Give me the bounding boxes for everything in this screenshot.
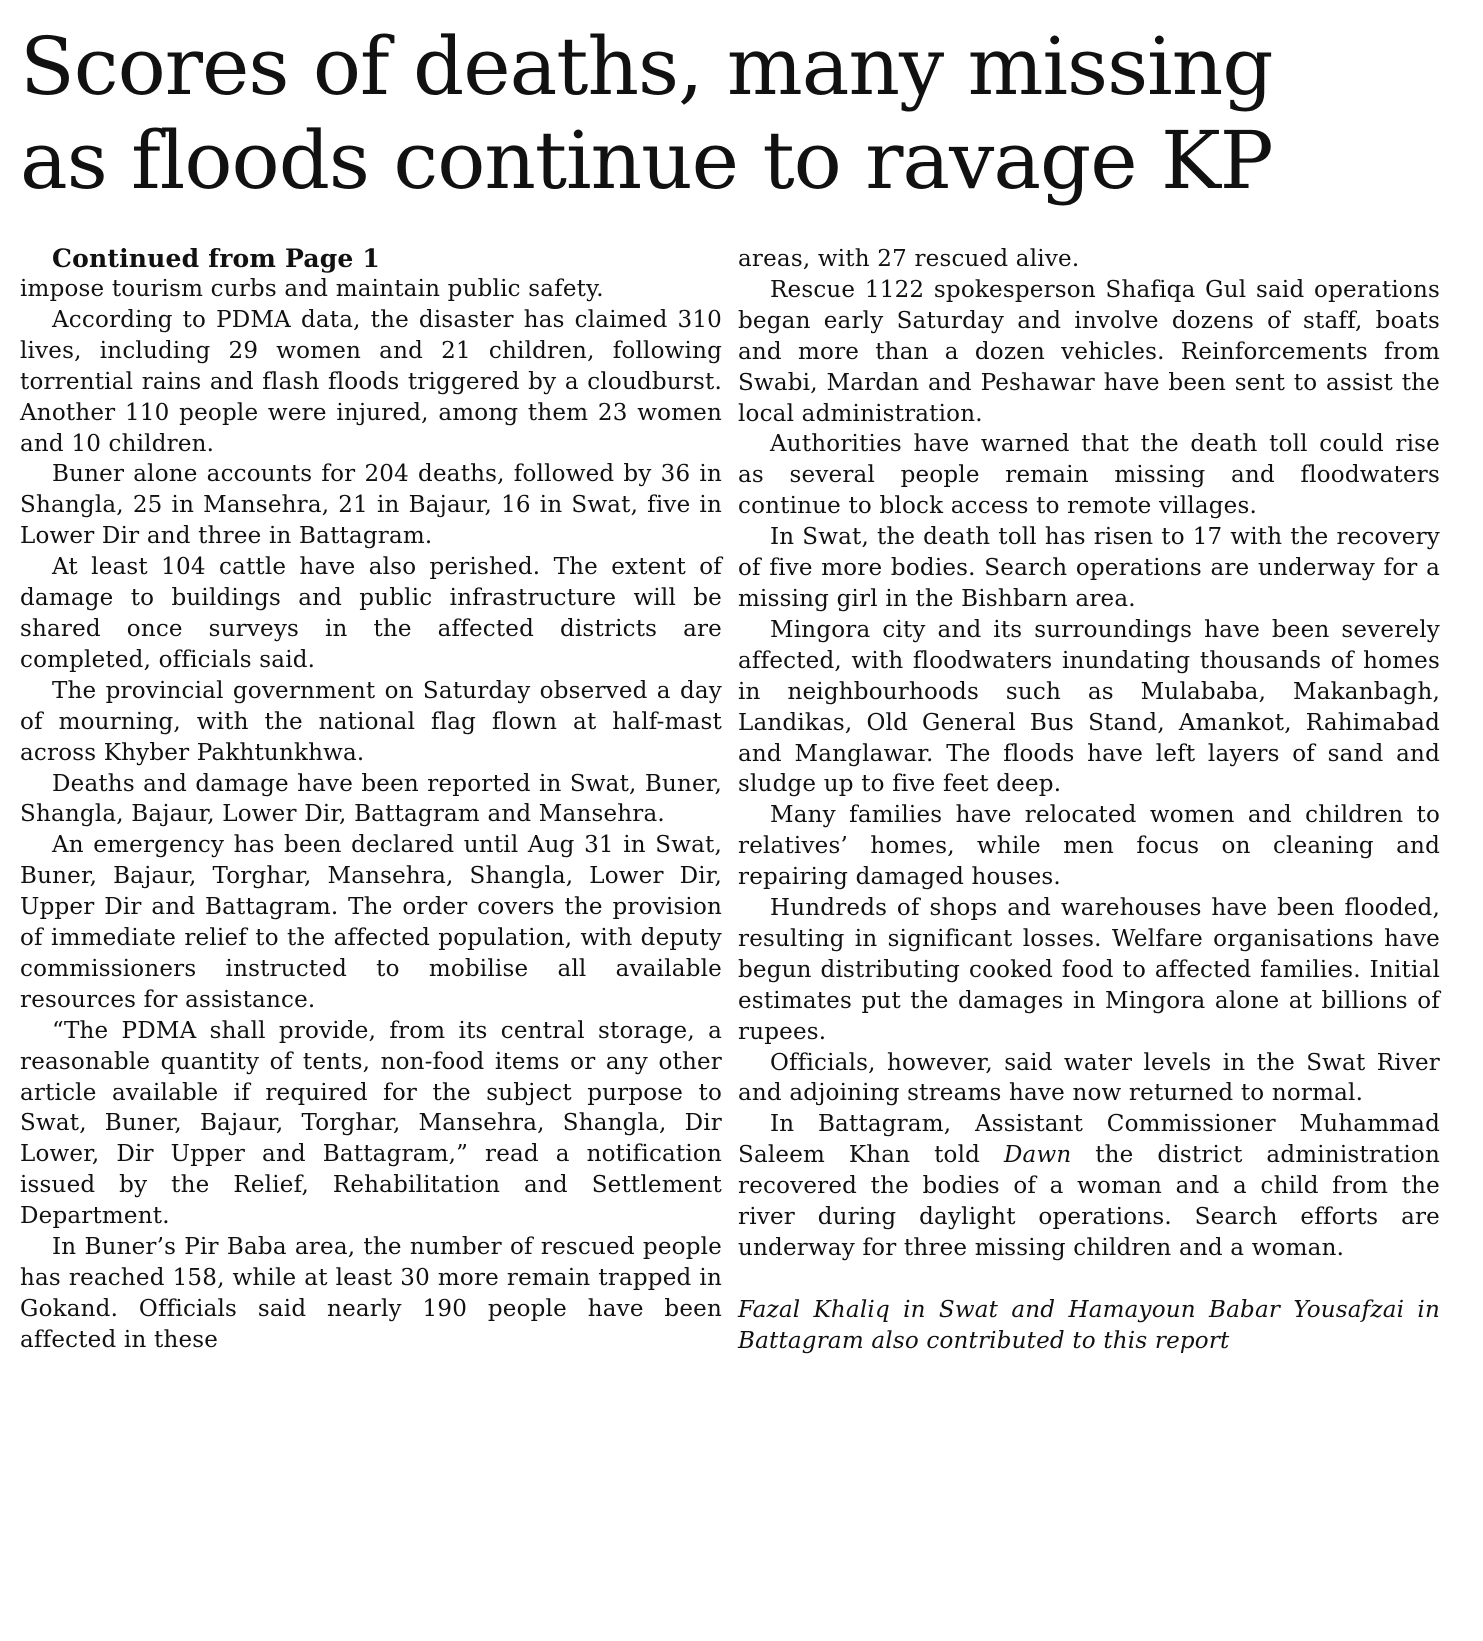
paragraph: In Swat, the death toll has risen to 17 with the recovery of five more bodies. Search operations are underway for a missing girl in the Bishbarn area.: [738, 524, 1440, 612]
paragraph: An emergency has been declared until Aug 31 in Swat, Buner, Bajaur, Torghar, Mansehra, Shangla, Lower Dir, Upper Dir and Battagram. The order covers the provision of immediate relief to the affected population, with deputy commissioners instructed to mobilise all available resources for assistance.: [20, 832, 722, 1013]
paragraph: Authorities have warned that the death toll could rise as several people remain missing and floodwaters continue to block access to remote villages.: [738, 431, 1440, 520]
paragraph: Many families have relocated women and children to relatives’ homes, while men focus on cleaning and repairing damaged houses.: [738, 802, 1440, 891]
paragraph: In Buner’s Pir Baba area, the number of rescued people has reached 158, while at least 30 more remain trapped in Gokand. Officials said nearly 190 people have been affected in these: [20, 1234, 722, 1353]
paragraph: Rescue 1122 spokesperson Shafiqa Gul said operations began early Saturday and involve dozens of staff, boats and more than a dozen vehicles. Reinforcements from Swabi, Mardan and Peshawar have been sent to assist the local administration.: [738, 276, 1440, 427]
paragraph: impose tourism curbs and maintain public safety.: [20, 276, 604, 302]
headline: [20, 20, 1443, 208]
left-column: [20, 244, 722, 1357]
publication-name: Dawn: [1003, 1142, 1072, 1169]
headline-line-2: as floods continue to ravage KP: [20, 114, 1273, 207]
paragraph: Deaths and damage have been reported in Swat, Buner, Shangla, Bajaur, Lower Dir, Battagram and Mansehra.: [20, 770, 722, 828]
headline-line-1: Scores of deaths, many missing: [20, 20, 1273, 113]
battagram-text-before: In Battagram, Assistant Commissioner Muhammad Saleem Khan told: [738, 1111, 1440, 1169]
paragraph: Mingora city and its surroundings have been severely affected, with floodwaters inundating thousands of homes in neighbourhoods such as Mulababa, Makanbagh, Landikas, Old General Bus Stand, Amankot, Rahimabad and Manglawar. The floods have left layers of sand and sludge up to five feet deep.: [738, 616, 1440, 798]
paragraph-battagram: [738, 1109, 1440, 1264]
article-body: [20, 244, 1440, 1357]
contributor-credit: Fazal Khaliq in Swat and Hamayoun Babar Yousafzai in Battagram also contributed to this report: [738, 1296, 1440, 1354]
continued-from-kicker: Continued from Page 1: [52, 244, 381, 273]
battagram-text-after: the district administration recovered the bodies of a woman and a child from the river during daylight operations. Search efforts are underway for three missing children and a woman.: [738, 1142, 1440, 1261]
right-column: [738, 244, 1440, 1357]
paragraph: Hundreds of shops and warehouses have been flooded, resulting in significant losses. Welfare organisations have begun distributing cooked food to affected families. Initial estimates put the damages in Mingora alone at billions of rupees.: [738, 895, 1440, 1045]
paragraph: At least 104 cattle have also perished. The extent of damage to buildings and public infrastructure will be shared once surveys in the affected districts are completed, officials said.: [20, 554, 722, 673]
paragraph: “The PDMA shall provide, from its central storage, a reasonable quantity of tents, non-food items or any other article available if required for the subject purpose to Swat, Buner, Bajaur, Torghar, Mansehra, Shangla, Dir Lower, Dir Upper and Battagram,” read a notification issued by the Relief, Rehabilitation and Settlement Department.: [20, 1017, 722, 1230]
paragraph: areas, with 27 rescued alive.: [738, 246, 1080, 272]
paragraph: The provincial government on Saturday observed a day of mourning, with the national flag flown at half-mast across Khyber Pakhtunkhwa.: [20, 677, 722, 766]
paragraph: Officials, however, said water levels in the Swat River and adjoining streams have now returned to normal.: [738, 1049, 1440, 1107]
paragraph: According to PDMA data, the disaster has claimed 310 lives, including 29 women and 21 children, following torrential rains and flash floods triggered by a cloudburst. Another 110 people were injured, among them 23 women and 10 children.: [20, 306, 722, 457]
paragraph: Buner alone accounts for 204 deaths, followed by 36 in Shangla, 25 in Mansehra, 21 in Bajaur, 16 in Swat, five in Lower Dir and three in Battagram.: [20, 461, 722, 550]
